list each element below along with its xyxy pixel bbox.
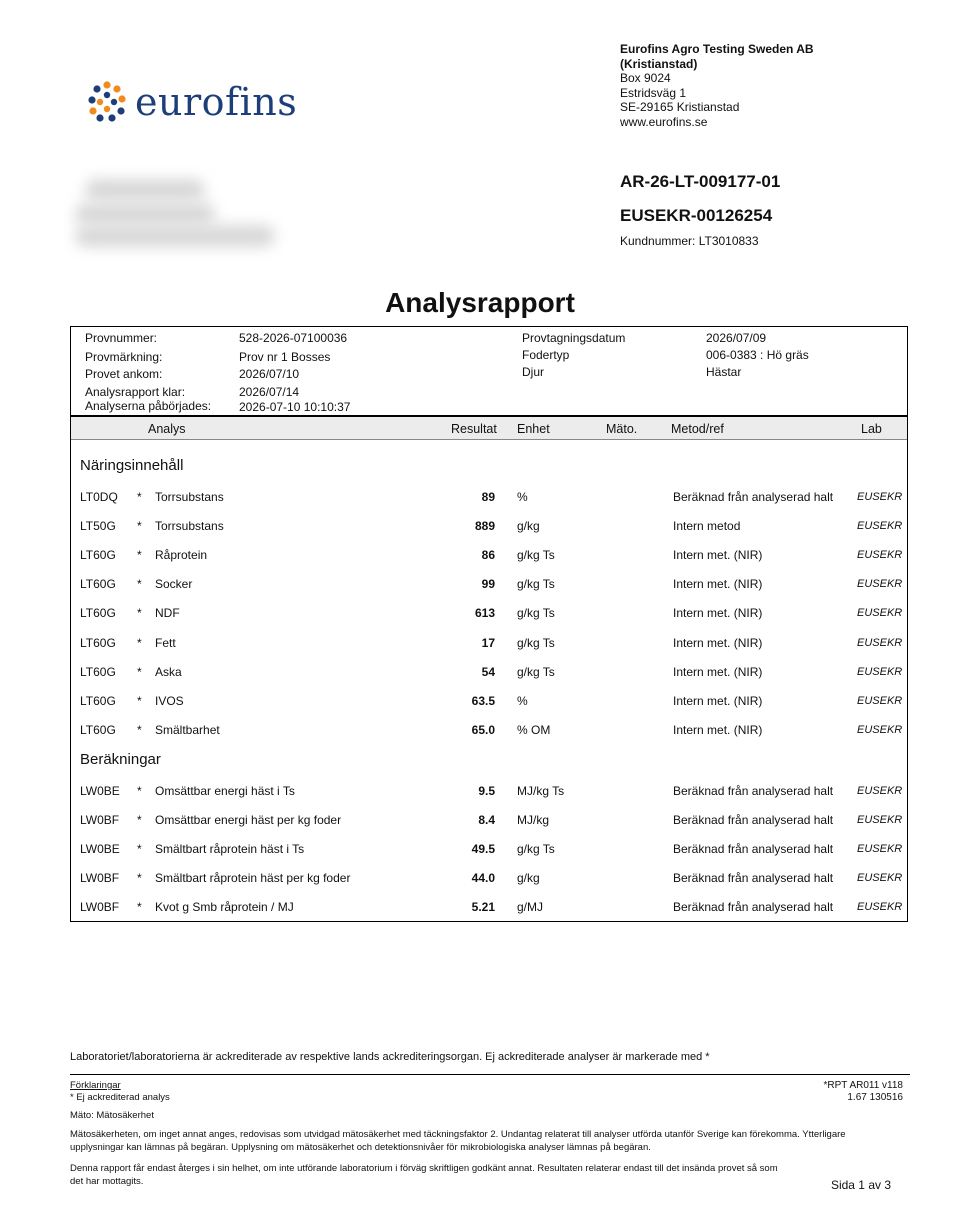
forklaringar-heading: Förklaringar: [70, 1080, 121, 1091]
analysis-method: Beräknad från analyserad halt: [673, 871, 834, 886]
analysis-lab: EUSEKR: [857, 491, 903, 503]
analysis-code: LT50G: [80, 519, 116, 534]
analysis-result: 9.5: [478, 784, 495, 798]
analysis-method: Beräknad från analyserad halt: [673, 813, 834, 828]
analysis-unit: g/kg: [517, 519, 540, 534]
analysis-name: Torrsubstans: [155, 490, 224, 504]
analysis-method: Intern met. (NIR): [673, 664, 763, 679]
page-number: Sida 1 av 3: [830, 1178, 891, 1192]
analysis-lab: EUSEKR: [857, 520, 903, 533]
analysis-code: LT0DQ: [80, 490, 118, 504]
accreditation-star: *: [137, 577, 142, 592]
accreditation-star: *: [137, 635, 142, 650]
col-resultat: Resultat: [451, 422, 497, 436]
analysis-code: LT60G: [80, 664, 116, 679]
mato-note: Mäto: Mätosäkerhet: [70, 1110, 154, 1121]
col-analys: Analys: [148, 422, 186, 436]
analysis-unit: g/kg Ts: [517, 577, 555, 592]
klar-value: 2026/07/14: [239, 385, 300, 399]
col-lab: Lab: [861, 422, 882, 436]
provtagning-value: 2026/07/09: [706, 331, 767, 345]
analysis-code: LT60G: [80, 693, 116, 708]
accreditation-star: *: [137, 871, 142, 886]
analysis-name: NDF: [155, 606, 180, 621]
analysis-result: 86: [481, 548, 495, 563]
eurofins-dots-icon: [85, 80, 129, 124]
analysis-code: LT60G: [80, 577, 116, 592]
customer-number: Kundnummer: LT3010833: [620, 234, 759, 248]
analysis-method: Intern met. (NIR): [673, 722, 763, 737]
analysis-unit: %: [517, 693, 528, 708]
analysis-code: LW0BF: [80, 900, 120, 915]
accreditation-star: *: [137, 900, 142, 915]
redacted-recipient: [75, 175, 280, 253]
analysis-result: 17: [481, 635, 495, 650]
ankom-value: 2026/07/10: [239, 367, 300, 381]
klar-label: Analysrapport klar:: [85, 385, 186, 399]
results-box: [70, 326, 908, 922]
table-row: [71, 781, 907, 801]
section-naringsinnehall: Näringsinnehåll: [80, 457, 184, 474]
analysis-result: 99: [481, 577, 495, 592]
analysis-name: Omsättbar energi häst per kg foder: [155, 813, 342, 828]
analysis-unit: g/kg Ts: [517, 842, 555, 857]
rpt-version-line1: *RPT AR011 v118: [823, 1080, 903, 1091]
analysis-method: Intern met. (NIR): [673, 635, 763, 650]
accreditation-star: *: [137, 722, 142, 737]
accreditation-star: *: [137, 813, 142, 828]
analysis-code: LW0BE: [80, 842, 120, 857]
analysis-lab: EUSEKR: [857, 723, 903, 736]
analysis-lab: EUSEKR: [857, 694, 903, 707]
analysis-lab: EUSEKR: [857, 843, 903, 856]
accreditation-star: *: [137, 548, 142, 563]
analysis-name: Smältbarhet: [155, 722, 220, 737]
analysis-unit: g/kg: [517, 871, 540, 886]
lab-address: [620, 42, 920, 129]
col-enhet: Enhet: [517, 422, 550, 436]
fodertyp-value: 006-0383 : Hö gräs: [706, 348, 809, 362]
table-row: [71, 633, 907, 653]
analysis-method: Intern met. (NIR): [673, 693, 763, 708]
analysis-result: 54: [481, 664, 495, 679]
provnummer-value: 528-2026-07100036: [239, 331, 348, 345]
analysis-code: LW0BF: [80, 871, 120, 886]
analysis-unit: % OM: [517, 722, 551, 737]
fodertyp-label: Fodertyp: [522, 348, 570, 362]
analysis-name: Smältbart råprotein häst i Ts: [155, 842, 305, 857]
analysis-lab: EUSEKR: [857, 665, 903, 678]
analysis-code: LT60G: [80, 606, 116, 621]
table-row: [71, 487, 907, 507]
analysis-code: LT60G: [80, 548, 116, 563]
report-number: AR-26-LT-009177-01: [620, 172, 781, 191]
table-row: [71, 691, 907, 711]
address-box: Box 9024: [620, 71, 671, 85]
analysis-name: Torrsubstans: [155, 519, 224, 534]
aterges-note: Denna rapport får endast återges i sin helhet, om inte utförande laboratorium i förväg skriftligen godkänt annat. Resultaten relaterar endast till det insända provet så som det har mottagits.: [70, 1163, 778, 1187]
rpt-version-line2: 1.67 130516: [847, 1092, 903, 1103]
analysis-method: Beräknad från analyserad halt: [673, 490, 834, 504]
ej-ackrediterad-note: * Ej ackrediterad analys: [70, 1092, 170, 1103]
analysis-name: Råprotein: [155, 548, 208, 563]
report-ids: [620, 170, 780, 248]
analysis-lab: EUSEKR: [857, 901, 903, 914]
analysis-name: Smältbart råprotein häst per kg foder: [155, 871, 351, 886]
company-site: (Kristianstad): [620, 56, 698, 71]
analysis-unit: g/kg Ts: [517, 606, 555, 621]
analysis-lab: EUSEKR: [857, 872, 903, 885]
analysis-lab: EUSEKR: [857, 578, 903, 591]
analysis-unit: g/kg Ts: [517, 635, 555, 650]
accreditation-note: Laboratoriet/laboratorierna är ackrediterade av respektive lands ackrediteringsorgan. Ej ackrediterade analyser är markerade med *: [70, 1051, 710, 1063]
table-row: [71, 868, 907, 888]
analysis-code: LW0BF: [80, 813, 120, 828]
table-row: [71, 574, 907, 594]
analysis-method: Intern met. (NIR): [673, 548, 763, 563]
address-postal: SE-29165 Kristianstad: [620, 100, 740, 114]
logo-text: eurofins: [135, 80, 298, 124]
col-mato: Mäto.: [606, 422, 638, 436]
column-header: [71, 415, 907, 440]
analysis-result: 44.0: [471, 871, 495, 886]
analysis-lab: EUSEKR: [857, 636, 903, 649]
table-row: [71, 603, 907, 623]
page-title: Analysrapport: [385, 287, 575, 318]
analysis-method: Intern metod: [673, 519, 741, 534]
djur-value: Hästar: [706, 365, 742, 379]
table-row: [71, 545, 907, 565]
analysis-method: Beräknad från analyserad halt: [673, 900, 834, 915]
analysis-unit: MJ/kg: [517, 813, 550, 828]
accreditation-star: *: [137, 784, 142, 798]
analysis-lab: EUSEKR: [857, 814, 903, 827]
accreditation-star: *: [137, 490, 142, 504]
address-street: Estridsväg 1: [620, 85, 687, 100]
analysis-code: LT60G: [80, 635, 116, 650]
eurofins-logo: [85, 80, 297, 124]
analysis-unit: MJ/kg Ts: [517, 784, 565, 798]
analysis-unit: g/kg Ts: [517, 664, 555, 679]
provnummer-label: Provnummer:: [85, 331, 158, 345]
paborjades-value: 2026-07-10 10:10:37: [239, 400, 351, 414]
provmarkning-value: Prov nr 1 Bosses: [239, 350, 331, 364]
analysis-name: Aska: [155, 664, 182, 679]
table-row: [71, 810, 907, 830]
section-berakningar: Beräkningar: [80, 751, 161, 768]
analysis-code: LW0BE: [80, 784, 120, 798]
table-row: [71, 720, 907, 740]
analysis-lab: EUSEKR: [857, 607, 903, 620]
sample-info: [71, 327, 907, 415]
accreditation-star: *: [137, 519, 142, 534]
analysis-code: LT60G: [80, 722, 116, 737]
djur-label: Djur: [522, 365, 545, 379]
analysis-lab: EUSEKR: [857, 785, 903, 797]
provtagning-label: Provtagningsdatum: [522, 331, 626, 345]
ankom-label: Provet ankom:: [85, 367, 163, 381]
analysis-method: Beräknad från analyserad halt: [673, 784, 834, 798]
provmarkning-label: Provmärkning:: [85, 350, 163, 364]
analysis-method: Intern met. (NIR): [673, 606, 763, 621]
analysis-result: 63.5: [471, 693, 495, 708]
analysis-result: 49.5: [471, 842, 495, 857]
analysis-result: 89: [481, 490, 495, 504]
table-row: [71, 839, 907, 859]
analysis-unit: g/kg Ts: [517, 548, 555, 563]
table-row: [71, 516, 907, 536]
col-metod: Metod/ref: [671, 422, 724, 436]
paborjades-label: Analyserna påbörjades:: [85, 399, 212, 413]
analysis-result: 8.4: [478, 813, 495, 828]
analysis-name: Socker: [155, 577, 193, 592]
analysis-unit: %: [517, 490, 528, 504]
analysis-result: 65.0: [471, 722, 495, 737]
accreditation-star: *: [137, 664, 142, 679]
footer-divider: [70, 1074, 910, 1075]
accreditation-star: *: [137, 842, 142, 857]
accreditation-star: *: [137, 693, 142, 708]
analysis-name: Fett: [155, 635, 176, 650]
analysis-unit: g/MJ: [517, 900, 544, 915]
table-row: [71, 897, 907, 917]
analysis-method: Intern met. (NIR): [673, 577, 763, 592]
analysis-method: Beräknad från analyserad halt: [673, 842, 834, 857]
matosakerhet-note: Mätosäkerheten, om inget annat anges, redovisas som utvidgad mätosäkerhet med täckningsfaktor 2. Undantag relaterat till analyser utförda utanför Sverige kan förekomma. Ytterligare upplysningar kan lämnas på begäran. Upplysning om mätosäkerhet och detektionsnivåer för mikrobiologiska analyser lämnas på begäran.: [70, 1129, 846, 1153]
analysis-result: 889: [474, 519, 495, 534]
analysis-result: 613: [474, 606, 495, 621]
analysis-name: Omsättbar energi häst i Ts: [155, 784, 295, 798]
analysis-name: IVOS: [155, 693, 184, 708]
sample-number: EUSEKR-00126254: [620, 206, 773, 225]
address-web: www.eurofins.se: [620, 114, 708, 129]
rpt-version: [824, 1080, 904, 1104]
analysis-lab: EUSEKR: [857, 549, 903, 562]
analysis-name: Kvot g Smb råprotein / MJ: [155, 900, 294, 915]
table-row: [71, 662, 907, 682]
company-name: Eurofins Agro Testing Sweden AB: [620, 42, 814, 56]
analysis-result: 5.21: [471, 900, 495, 915]
accreditation-star: *: [137, 606, 142, 621]
